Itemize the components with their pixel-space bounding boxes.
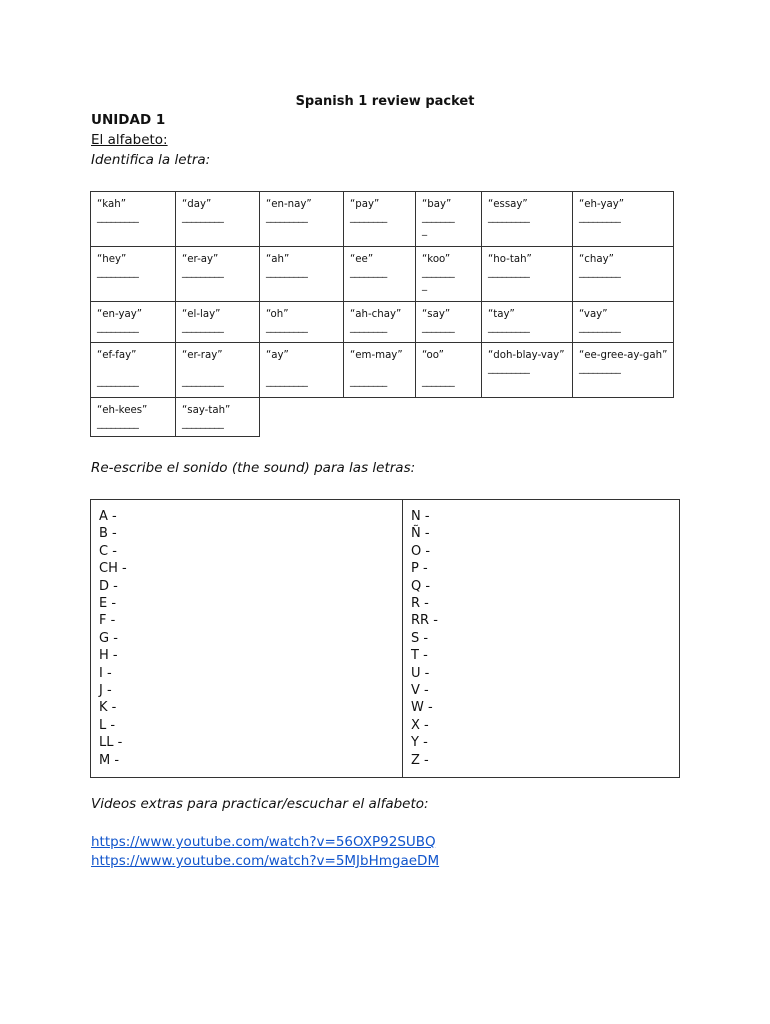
letter-cell [260,302,344,343]
sound-label: “en-yay” [97,309,143,320]
answer-blank[interactable]: _________ [97,418,139,429]
videos-heading: Videos extras para practicar/escuchar el alfabeto: [91,796,429,812]
letter-cell [260,192,344,247]
letter-cell [91,398,176,437]
sound-label: “say-tah” [182,405,231,416]
letter-row [91,398,674,437]
letter-sound-item: B - [99,526,117,542]
letter-cell [91,343,176,398]
answer-blank[interactable]: _________ [488,212,530,223]
sound-label: “day” [182,199,212,210]
sound-label: “eh-yay” [579,199,625,210]
letter-sound-item: F - [99,613,116,629]
video-link-1[interactable]: https://www.youtube.com/watch?v=56OXP92SUBQ [91,834,436,850]
letter-sound-item: H - [99,648,118,664]
sound-label: “say” [422,309,451,320]
answer-blank[interactable]: _______ [422,212,455,223]
answer-blank[interactable]: _________ [182,322,224,333]
instruction-identify: Identifica la letra: [91,152,211,168]
answer-blank-continued: _ [422,280,427,291]
letter-cell [573,247,674,302]
sound-label: “essay” [488,199,528,210]
answer-blank[interactable]: ________ [350,212,387,223]
letter-row [91,192,674,247]
empty-cell [482,398,573,437]
letter-cell [91,192,176,247]
letter-sound-item: T - [411,648,428,664]
sound-label: “hey” [97,254,127,265]
answer-blank[interactable]: _________ [182,212,224,223]
sounds-column-left [91,500,403,778]
instruction-rewrite: Re-escribe el sonido (the sound) para las letras: [91,460,416,476]
letter-cell [573,302,674,343]
section-heading: El alfabeto: [91,132,168,148]
letter-cell [573,192,674,247]
sound-label: “ay” [266,350,289,361]
letter-sound-item: Y - [411,735,428,751]
answer-blank[interactable]: _______ [422,322,455,333]
letter-cell [482,247,573,302]
letter-sound-item: K - [99,700,117,716]
video-links [91,833,439,871]
letter-cell [573,343,674,398]
answer-blank[interactable]: _________ [97,322,139,333]
sound-label: “ee” [350,254,374,265]
letter-row [91,302,674,343]
letter-cell [91,247,176,302]
letter-cell [176,192,260,247]
answer-blank[interactable]: _________ [182,267,224,278]
video-link-2[interactable]: https://www.youtube.com/watch?v=5MJbHmgaeDM [91,853,440,869]
sound-label: “ho-tah” [488,254,532,265]
answer-blank[interactable]: _________ [488,363,530,374]
sound-label: “en-nay” [266,199,312,210]
answer-blank[interactable]: ________ [350,267,387,278]
sound-label: “er-ray” [182,350,223,361]
answer-blank-continued: _ [422,225,427,236]
answer-blank[interactable]: _________ [182,376,224,387]
answer-blank[interactable]: _________ [488,267,530,278]
letter-cell [176,343,260,398]
letter-sound-item: N - [411,509,430,524]
answer-blank[interactable]: _______ [422,376,455,387]
sound-label: “tay” [488,309,515,320]
letter-sound-item: V - [411,683,429,699]
letter-cell [416,343,482,398]
letter-cell [482,343,573,398]
sound-label: “oo” [422,350,444,361]
letter-cell [344,247,416,302]
letter-cell [344,343,416,398]
sound-label: “er-ay” [182,254,219,265]
letter-cell [260,343,344,398]
empty-cell [260,398,344,437]
letter-identification-table [90,191,674,437]
answer-blank[interactable]: _________ [182,418,224,429]
sound-label: “el-lay” [182,309,221,320]
letter-sounds-table [90,499,680,778]
empty-cell [344,398,416,437]
sound-label: “vay” [579,309,608,320]
letter-cell [91,302,176,343]
letter-cell [176,247,260,302]
letter-sound-item: M - [99,752,120,768]
letter-cell [482,302,573,343]
page-title: Spanish 1 review packet [295,94,475,109]
letter-sound-item: J - [99,683,112,699]
letter-sound-item: CH - [99,561,127,577]
letter-cell [260,247,344,302]
answer-blank[interactable]: _________ [579,322,621,333]
sounds-column-right [403,500,680,778]
unit-heading: UNIDAD 1 [91,112,166,128]
sound-label: “eh-kees” [97,405,148,416]
letter-sound-item: A - [99,509,117,524]
letter-sound-item: C - [99,543,117,559]
answer-blank[interactable]: _________ [579,267,621,278]
sound-label: “bay” [422,199,452,210]
letter-cell [416,302,482,343]
letter-sound-item: RR - [411,613,438,629]
sound-label: “koo” [422,254,451,265]
answer-blank[interactable]: _________ [579,363,621,374]
sound-label: “ah” [266,254,290,265]
answer-blank[interactable]: _________ [97,212,139,223]
letter-cell [344,192,416,247]
answer-blank[interactable]: _______ [422,267,455,278]
sound-label: “oh” [266,309,289,320]
answer-blank[interactable]: ________ [350,322,387,333]
letter-cell [482,192,573,247]
letter-sound-item: G - [99,630,118,646]
answer-blank[interactable]: ________ [350,376,387,387]
letter-cell [344,302,416,343]
answer-blank[interactable]: _________ [488,322,530,333]
sound-label: “pay” [350,199,380,210]
answer-blank[interactable]: _________ [97,267,139,278]
sound-label: “em-may” [350,350,403,361]
empty-cell [416,398,482,437]
letter-sound-item: L - [99,717,116,733]
letter-sound-item: LL - [99,735,123,751]
letter-row [91,343,674,398]
answer-blank[interactable]: _________ [266,212,308,223]
sound-label: “ef-fay” [97,350,137,361]
letter-sound-item: O - [411,543,431,559]
answer-blank[interactable]: _________ [97,376,139,387]
letter-sound-item: I - [99,665,112,681]
sound-label: “ee-gree-ay-gah” [579,350,668,361]
letter-cell [176,302,260,343]
sound-label: “kah” [97,199,126,210]
empty-cell [573,398,674,437]
letter-sound-item: Q - [411,578,431,594]
letter-sound-item: S - [411,630,429,646]
letter-sound-item: X - [411,717,429,733]
letter-cell [176,398,260,437]
answer-blank[interactable]: _________ [266,376,308,387]
letter-sound-item: Ñ - [411,526,430,542]
letter-sound-item: U - [411,665,430,681]
letter-sound-item: D - [99,578,118,594]
letter-row [91,247,674,302]
sound-label: “chay” [579,254,614,265]
letter-cell [416,247,482,302]
letter-sound-item: W - [411,700,433,716]
answer-blank[interactable]: _________ [579,212,621,223]
letter-sound-item: E - [99,596,117,612]
sound-label: “ah-chay” [350,309,402,320]
sound-label: “doh-blay-vay” [488,350,565,361]
answer-blank[interactable]: _________ [266,267,308,278]
letter-sound-item: R - [411,596,429,612]
letter-sound-item: Z - [411,752,429,768]
letter-sound-item: P - [411,561,428,577]
answer-blank[interactable]: _________ [266,322,308,333]
letter-cell [416,192,482,247]
